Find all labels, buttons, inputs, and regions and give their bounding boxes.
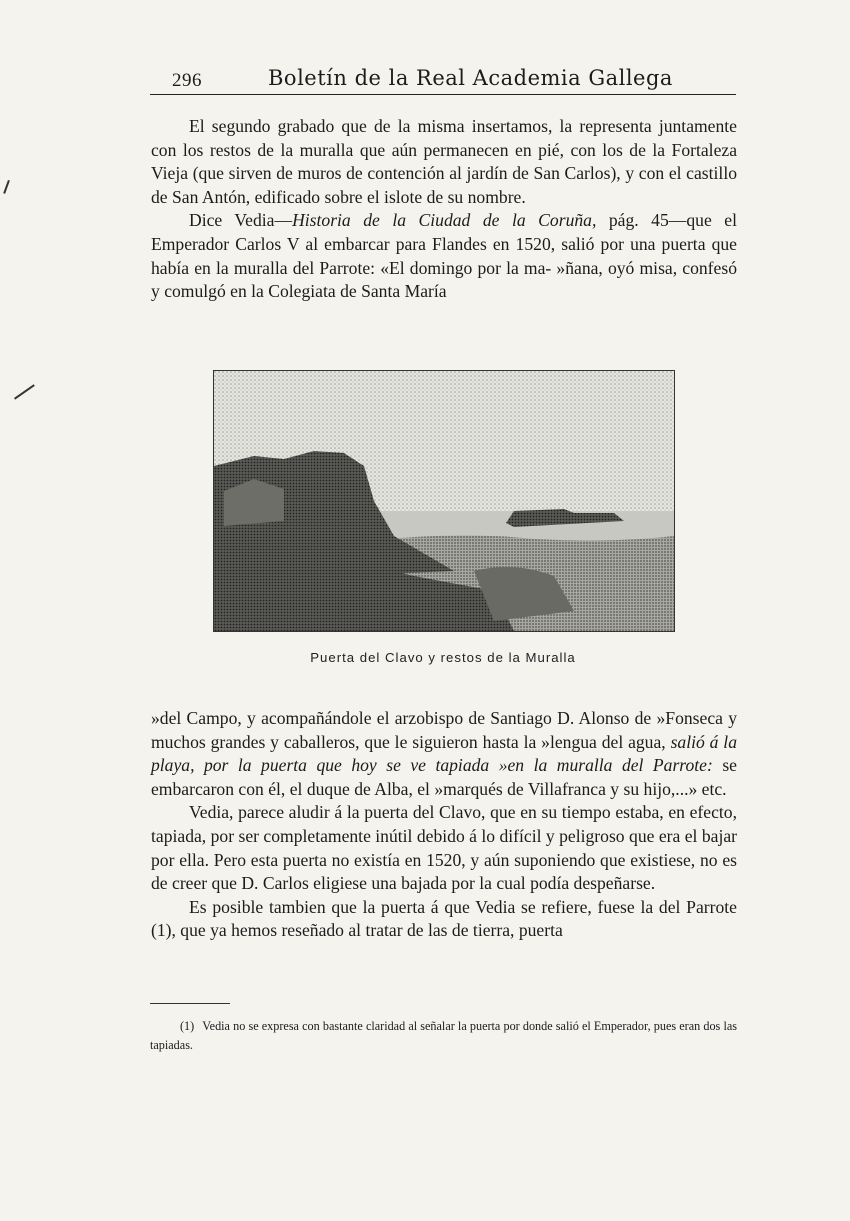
text-segment: »del Campo, y acompañándole el arzobispo de Santiago D. Alonso de »Fonseca y muchos grandes y caballeros, que le siguieron hasta la »lengua del agua,	[151, 708, 737, 752]
paragraph	[151, 896, 737, 943]
italic-text-segment: salió á la playa, por la puerta que hoy se ve tapiada »en la muralla del Parrote:	[151, 731, 737, 776]
text-segment: Es posible tambien que la puerta á que Vedia se refiere, fuese la del Parrote (1), que ya hemos reseñado al tratar de las de tierra, puerta	[151, 896, 737, 941]
page-number: 296	[172, 70, 202, 91]
engraving-illustration	[214, 371, 674, 631]
margin-pen-mark	[14, 384, 35, 399]
text-segment: pág. 45—que el Emperador Carlos V al embarcar para Flandes en 1520, salió por una puerta que había en la muralla del Parrote: «El domingo por la ma- »ñana, oyó misa, confesó y comulgó en la Colegiata de Santa María	[151, 210, 737, 302]
text-segment: Vedia, parece aludir á la puerta del Clavo, que en su tiempo estaba, en efecto, tapiada, por ser completamente inútil debido á lo difícil y peligroso que era el bajar por ella. Pero esta puerta no existía en 1520, y aún suponiendo que existiese, no es de creer que D. Carlos eligiese una bajada por la cual podía despeñarse.	[151, 802, 737, 894]
paragraph	[151, 801, 737, 895]
margin-pen-mark	[3, 180, 10, 194]
footnote-mark: (1)	[180, 1019, 195, 1033]
engraving-figure	[213, 370, 675, 632]
italic-text-segment: Historia de la Ciudad de la Coruña,	[292, 210, 597, 231]
paragraph	[151, 209, 737, 303]
paragraph	[151, 707, 737, 801]
footnote-text: Vedia no se expresa con bastante claridad al señalar la puerta por donde salió el Emperador, pues eran dos las tapiadas.	[150, 1019, 737, 1052]
figure-caption: Puerta del Clavo y restos de la Muralla	[310, 650, 576, 665]
text-segment: se embarcaron con él, el duque de Alba, el »marqués de Villafranca y su hijo,...» etc.	[151, 755, 737, 799]
text-segment: Dice Vedia—	[189, 210, 293, 231]
text-segment: El segundo grabado que de la misma insertamos, la representa juntamente con los restos de la muralla que aún permanecen en pié, con los de la Fortaleza Vieja (que sirven de muros de contención al jardín de San Carlos), y con el castillo de San Antón, edificado sobre el islote de su nombre.	[151, 116, 737, 207]
body-text-bottom	[151, 707, 737, 943]
running-title: Boletín de la Real Academia Gallega	[268, 66, 673, 90]
paragraph	[151, 115, 737, 209]
page-header	[150, 64, 736, 95]
body-text-top	[151, 115, 737, 304]
footnote-rule	[150, 1003, 230, 1004]
footnote	[150, 1017, 737, 1055]
